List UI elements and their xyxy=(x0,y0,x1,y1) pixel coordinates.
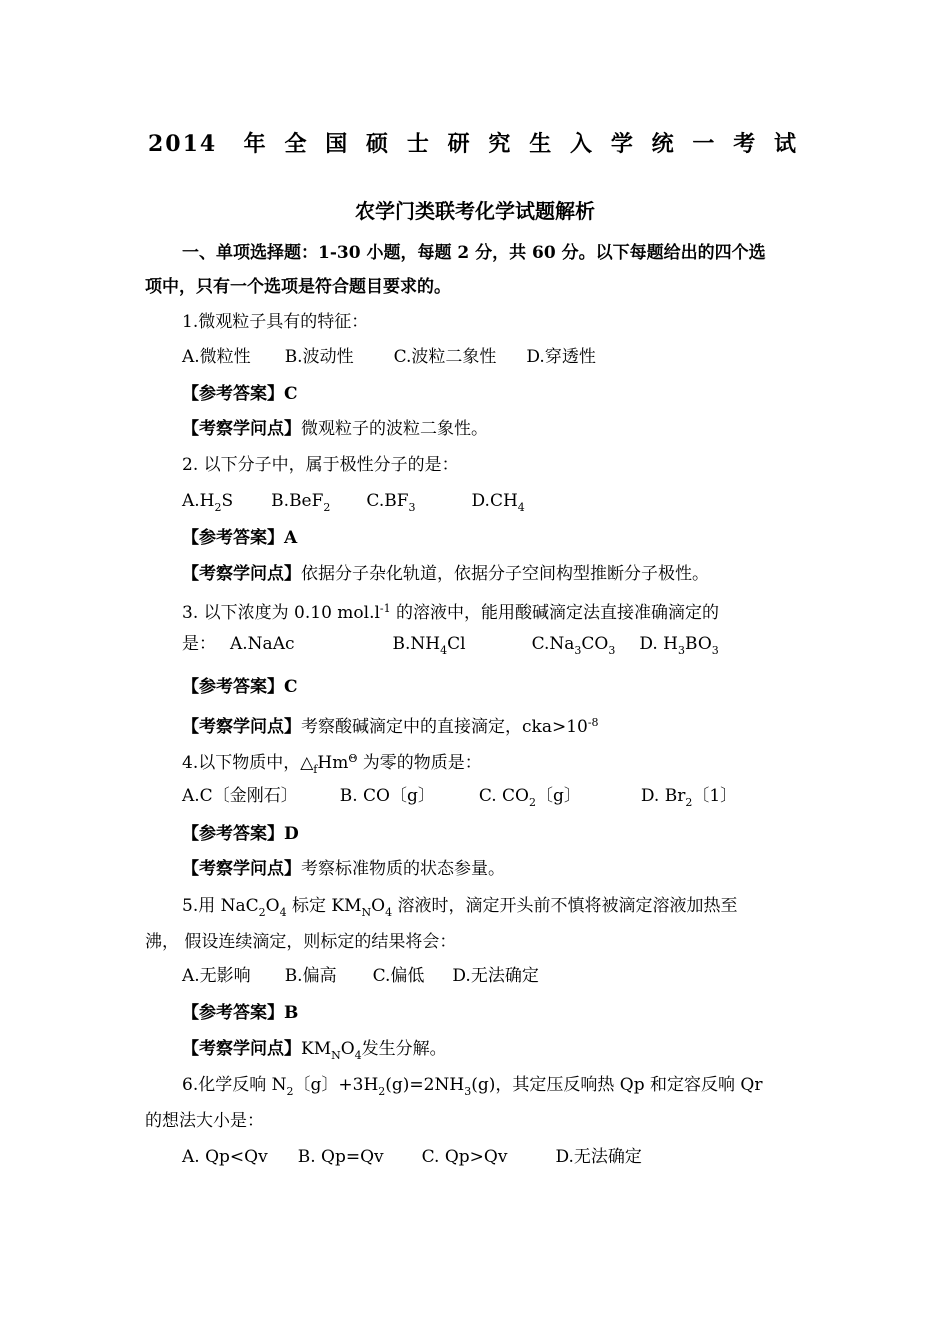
option-b: B.BeF$_2$ xyxy=(271,491,331,514)
question-5-answer: 【参考答案】B xyxy=(182,1003,299,1023)
page-subtitle: 农学门类联考化学试题解析 xyxy=(355,199,595,223)
question-1-answer xyxy=(182,383,298,405)
option-a: A.C〔金刚石〕 xyxy=(182,786,298,806)
question-5-point: 【考察学问点】$KM_NO_4$发生分解。 xyxy=(182,1039,447,1062)
option-c: C. $CO_2$〔g〕 xyxy=(478,786,581,809)
question-2-options xyxy=(182,490,525,519)
option-c: $C.Na_3CO_3$ xyxy=(531,634,616,657)
section-heading-line1: 一、单项选择题：1-30 小题，每题 2 分，共 60 分。以下每题给出的四个选 xyxy=(182,243,766,263)
question-1-point xyxy=(182,418,488,440)
option-a: A.NaAc xyxy=(230,634,295,654)
question-3-point: 【考察学问点】考察酸碱滴定中的直接滴定，$cka>10^{-8}$ xyxy=(182,716,599,737)
option-a: $A.H_2S$ xyxy=(182,491,234,514)
question-3-answer: 【参考答案】C xyxy=(182,677,298,697)
question-4-point: 【考察学问点】考察标准物质的状态参量。 xyxy=(182,859,505,879)
question-6-stem-line2: 的想法大小是： xyxy=(145,1111,264,1131)
section-heading-line2: 项中，只有一个选项是符合题目要求的。 xyxy=(145,277,451,297)
question-4-options xyxy=(182,785,737,814)
question-6-stem: 6.化学反响 $N_2$〔g〕$+3H_2(g)=2NH_3(g)$，其定压反响热 Qp 和定容反响 Qr xyxy=(182,1075,763,1098)
option-d: $D.CH_4$ xyxy=(471,491,525,514)
option-d: D.无法确定 xyxy=(555,1147,642,1167)
option-b: B.波动性 xyxy=(284,347,354,367)
option-a: A. Qp<Qv xyxy=(182,1147,268,1167)
option-b: B.偏高 xyxy=(284,966,337,986)
option-d: D.穿透性 xyxy=(526,347,596,367)
option-d: D.无法确定 xyxy=(452,966,539,986)
option-c: C. Qp>Qv xyxy=(421,1147,508,1167)
question-4-answer: 【参考答案】D xyxy=(182,824,299,844)
question-5-stem: 5.用 $NaC_2O_4$ 标定 $KM_NO_4$ 溶液时，滴定开头前不慎将被滴定溶液加热至 xyxy=(182,896,738,919)
option-b: $B.NH_4Cl$ xyxy=(392,634,466,657)
option-d: D. $H_3BO_3$ xyxy=(639,634,719,657)
option-c: C.偏低 xyxy=(372,966,425,986)
question-2-point: 【考察学问点】依据分子杂化轨道，依据分子空间构型推断分子极性。 xyxy=(182,564,709,584)
question-5-options xyxy=(182,965,539,987)
point-label: 【考察学问点】 xyxy=(182,419,301,439)
option-b: B. CO〔g〕 xyxy=(339,786,435,806)
question-5-stem-line2: 沸， 假设连续滴定，则标定的结果将会： xyxy=(145,932,457,952)
page-title: 2014 年全国硕士研究生入学统一考试 xyxy=(148,131,798,157)
option-c: $C.BF_3$ xyxy=(366,491,416,514)
question-3-options: 是： A.NaAc $B.NH_4Cl$ $C.Na_3CO_3$ D. $H_3BO_3$ xyxy=(182,634,719,657)
question-2-answer: 【参考答案】A xyxy=(182,528,298,548)
question-4-stem: 4.以下物质中，$\triangle_fHm^\Theta$ 为零的物质是： xyxy=(182,752,482,776)
option-c: C.波粒二象性 xyxy=(393,347,497,367)
answer-label: 【参考答案】 xyxy=(182,384,284,404)
option-b: B. Qp=Qv xyxy=(297,1147,384,1167)
point-text: 微观粒子的波粒二象性。 xyxy=(301,419,488,439)
answer-value: C xyxy=(284,384,298,404)
question-2-stem: 2. 以下分子中，属于极性分子的是： xyxy=(182,455,459,475)
question-3-stem: 3. 以下浓度为 0.10 $mol.l^{-1}$ 的溶液中，能用酸碱滴定法直接准确滴定的 xyxy=(182,602,720,623)
question-6-options xyxy=(182,1146,642,1168)
question-1-stem: 1.微观粒子具有的特征： xyxy=(182,312,369,332)
option-a: A.无影响 xyxy=(182,966,251,986)
question-1-options xyxy=(182,346,596,368)
option-a: A.微粒性 xyxy=(182,347,251,367)
option-d: D. $Br_2$〔1〕 xyxy=(640,786,738,809)
